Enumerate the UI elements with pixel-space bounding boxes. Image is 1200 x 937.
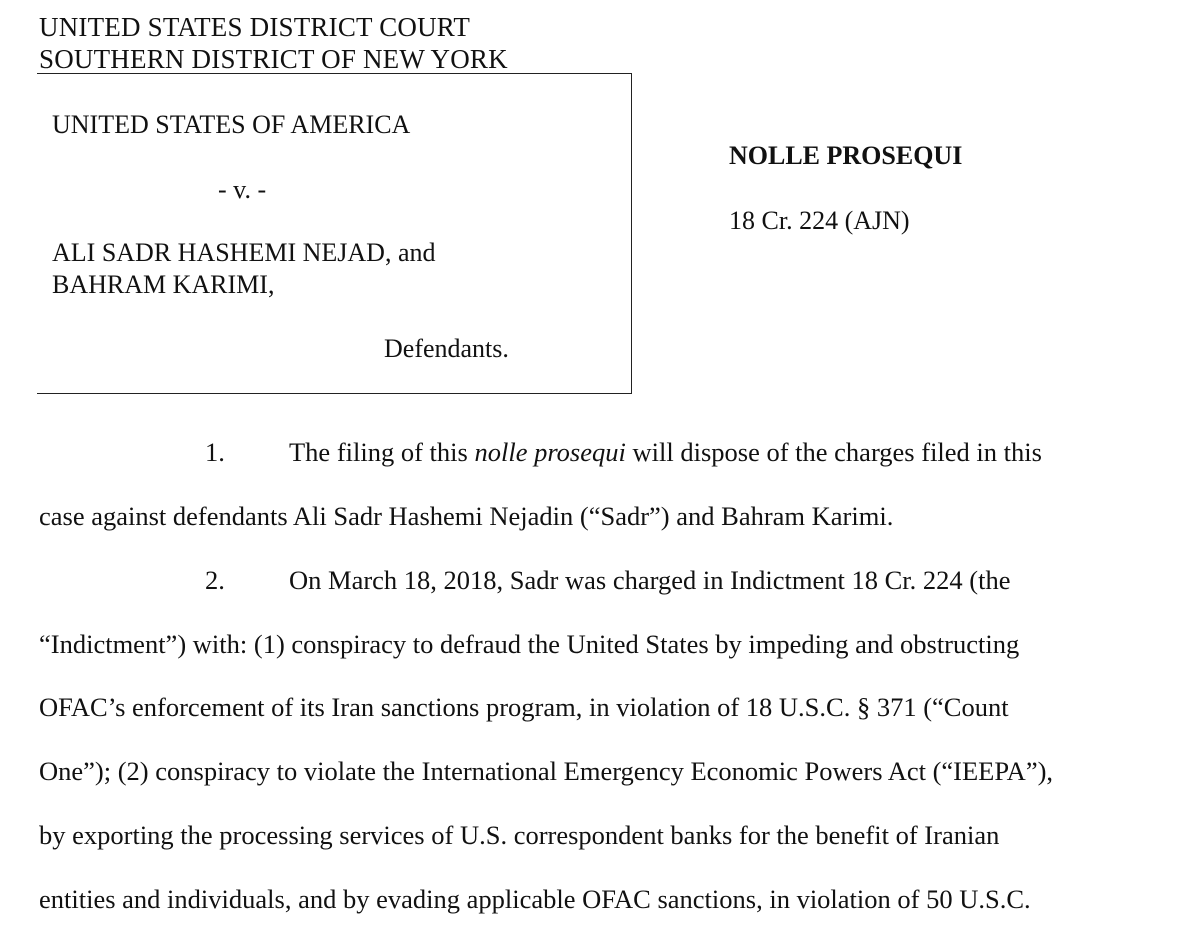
text-run: The filing of this [289, 437, 475, 467]
paragraph-2-line-6: entities and individuals, and by evading applicable OFAC sanctions, in violation of 50 U.S.C. [39, 884, 1031, 914]
paragraph-number: 1. [205, 437, 225, 467]
paragraph-2-line-5: by exporting the processing services of U.S. correspondent banks for the benefit of Iranian [39, 820, 1000, 850]
versus-marker: - v. - [218, 175, 267, 204]
court-name: UNITED STATES DISTRICT COURT [39, 12, 471, 42]
case-number: 18 Cr. 224 (AJN) [729, 206, 910, 235]
italic-term: nolle prosequi [474, 437, 626, 467]
text-run: will dispose of the charges filed in this [625, 437, 1042, 467]
paragraph-2-line-2: “Indictment”) with: (1) conspiracy to defraud the United States by impeding and obstructing [39, 629, 1020, 659]
court-district: SOUTHERN DISTRICT OF NEW YORK [39, 44, 508, 74]
paragraph-number: 2. [205, 565, 225, 595]
document-title: NOLLE PROSEQUI [729, 141, 963, 170]
paragraph-2-line-4: One”); (2) conspiracy to violate the International Emergency Economic Powers Act (“IEEPA”), [39, 756, 1054, 786]
defendant-line-1: ALI SADR HASHEMI NEJAD, and [52, 238, 436, 267]
paragraph-1-line-1 [289, 437, 1042, 467]
defendant-line-2: BAHRAM KARIMI, [52, 270, 275, 299]
paragraph-1-line-2: case against defendants Ali Sadr Hashemi Nejadin (“Sadr”) and Bahram Karimi. [39, 501, 894, 531]
defendants-label: Defendants. [384, 334, 509, 363]
paragraph-2-line-1: On March 18, 2018, Sadr was charged in Indictment 18 Cr. 224 (the [289, 565, 1011, 595]
paragraph-2-line-3: OFAC’s enforcement of its Iran sanctions program, in violation of 18 U.S.C. § 371 (“Count [39, 692, 1009, 722]
plaintiff-name: UNITED STATES OF AMERICA [52, 110, 411, 139]
